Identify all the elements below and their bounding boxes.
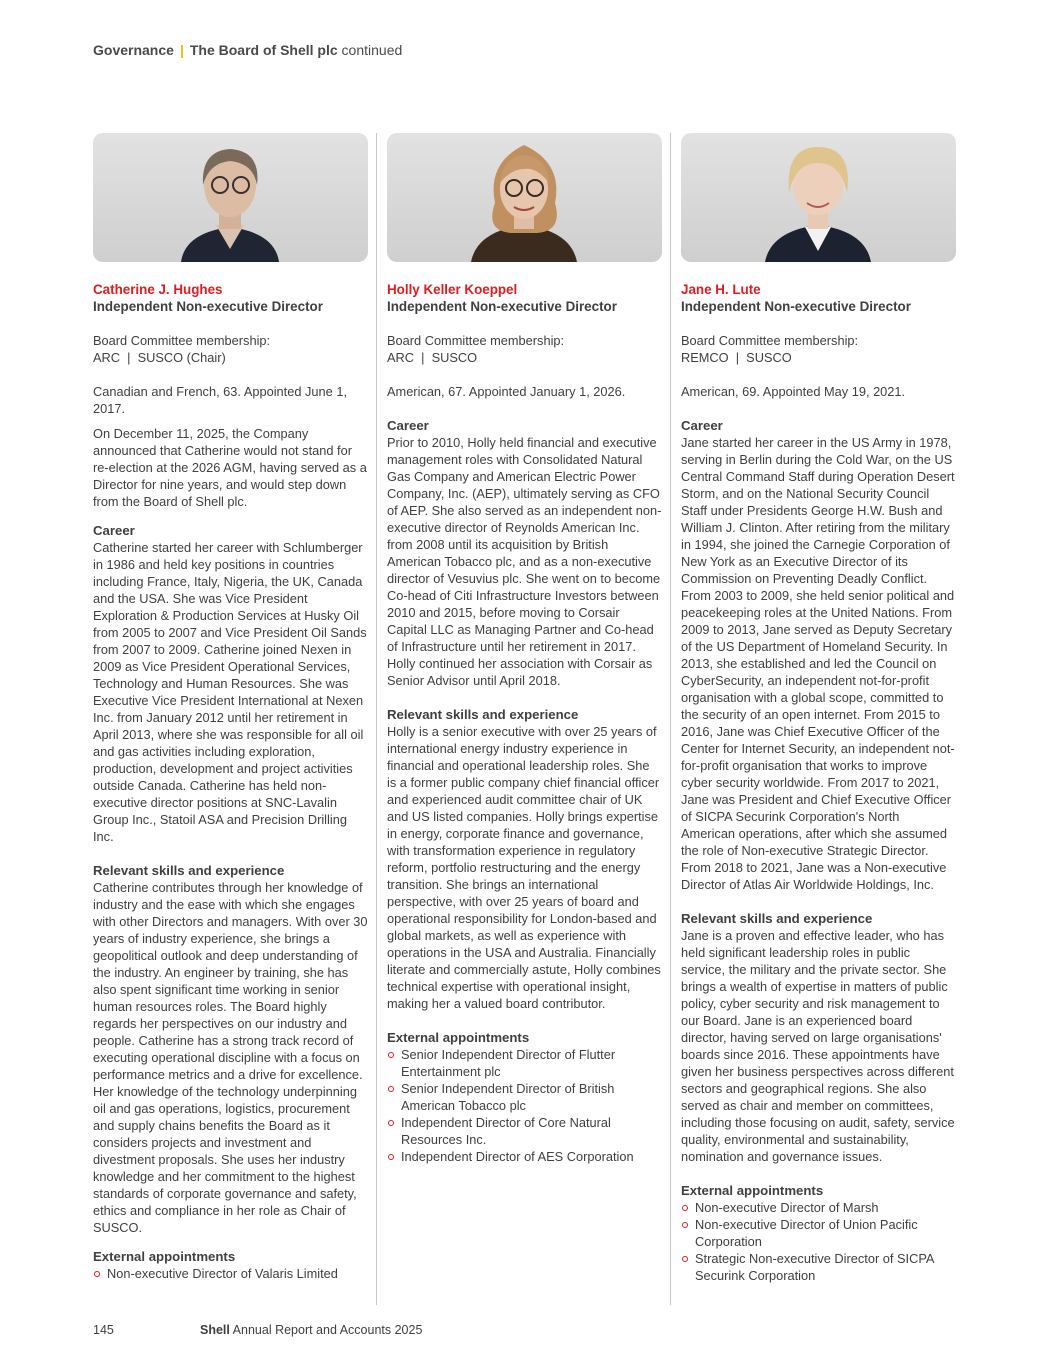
external-heading: External appointments xyxy=(681,1183,824,1198)
career-heading: Career xyxy=(681,418,723,433)
announcement-note: On December 11, 2025, the Company announced that Catherine would not stand for re-election at the 2026 AGM, having served as a Director for nine years, and would step down from the Board of Shell plc. xyxy=(93,426,367,509)
external-appointments-list xyxy=(681,1199,956,1284)
page-footer xyxy=(93,1323,422,1337)
career-heading: Career xyxy=(387,418,429,433)
page-title: The Board of Shell plc xyxy=(189,42,338,58)
director-role: Independent Non-executive Director xyxy=(681,299,911,314)
director-portrait xyxy=(387,133,662,262)
list-item: Senior Independent Director of British American Tobacco plc xyxy=(387,1080,662,1114)
career-text: Prior to 2010, Holly held financial and executive management roles with Consolidated Natural Gas Company and American Electric Power Company, Inc. (AEP), ultimately serving as CFO of AEP. She also served as an independent non-executive director of Reynolds American Inc. from 2008 until its acquisition by British American Tobacco plc, and as a non-executive director of Vesuvius plc. She went on to become Co-head of Citi Infrastructure Investors between 2010 and 2015, before moving to Corsair Capital LLC as Managing Partner and Co-head of Infrastructure until her retirement in 2017. Holly continued her association with Corsair as Senior Advisor until April 2018. xyxy=(387,435,662,688)
career-heading: Career xyxy=(93,523,135,538)
director-profile xyxy=(93,133,368,1282)
list-item: Non-executive Director of Union Pacific Corporation xyxy=(681,1216,956,1250)
external-heading: External appointments xyxy=(93,1249,236,1264)
director-profile xyxy=(681,133,956,1284)
director-portrait xyxy=(681,133,956,262)
external-appointments-list xyxy=(93,1265,368,1282)
column-divider xyxy=(376,133,377,1305)
committee-list: ARC | SUSCO xyxy=(387,350,478,365)
external-heading: External appointments xyxy=(387,1030,530,1045)
continued-label: continued xyxy=(341,42,403,58)
page-number: 145 xyxy=(93,1323,114,1337)
skills-heading: Relevant skills and experience xyxy=(681,911,873,926)
external-appointments-list xyxy=(387,1046,662,1165)
career-text: Jane started her career in the US Army in 1978, serving in Berlin during the Cold War, on the US Central Command Staff during Operation Desert Storm, and on the National Security Council Staff under Presidents George H.W. Bush and William J. Clinton. After retiring from the military in 1994, she joined the Carnegie Corporation of New York as an Executive Director of its Commission on Preventing Deadly Conflict. From 2003 to 2009, she held senior political and peacekeeping roles at the United Nations. From 2009 to 2013, Jane served as Deputy Secretary of the US Department of Homeland Security. In 2013, she established and led the Council on CyberSecurity, an independent not-for-profit organisation with a global scope, committed to the security of an open internet. From 2015 to 2016, Jane was Chief Executive Officer of the Center for Internet Security, an independent not-for-profit organisation that works to improve cyber security worldwide. From 2017 to 2021, Jane was President and Chief Executive Officer of SICPA Securink Corporation's North American operations, after which she assumed the role of Non-executive Strategic Director. From 2018 to 2021, Jane was a Non-executive Director of Atlas Air Worldwide Holdings, Inc. xyxy=(681,435,955,892)
director-profile xyxy=(387,133,662,1165)
committee-list: ARC | SUSCO (Chair) xyxy=(93,350,226,365)
director-portrait xyxy=(93,133,368,262)
appointment-info: American, 67. Appointed January 1, 2026. xyxy=(387,384,626,399)
skills-text: Catherine contributes through her knowledge of industry and the ease with which she engages with other Directors and managers. With over 30 years of industry experience, she brings a geopolitical outlook and deep understanding of the industry. An engineer by training, she has also spent significant time working in senior human resources roles. The Board highly regards her perspectives on our industry and people. Catherine has a strong track record of executing operational discipline with a focus on performance metrics and a drive for excellence. Her knowledge of the technology underpinning oil and gas operations, logistics, procurement and supply chains benefits the Board as it considers projects and investment and divestment proposals. She uses her industry knowledge and her commitment to the highest standards of corporate governance and safety, ethics and compliance in her role as Chair of SUSCO. xyxy=(93,880,368,1235)
committee-list: REMCO | SUSCO xyxy=(681,350,792,365)
list-item: Senior Independent Director of Flutter Entertainment plc xyxy=(387,1046,662,1080)
portrait-illustration xyxy=(387,133,662,262)
list-item: Non-executive Director of Valaris Limited xyxy=(93,1265,368,1282)
career-text: Catherine started her career with Schlumberger in 1986 and held key positions in countries including France, Italy, Nigeria, the UK, Canada and the USA. She was Vice President Exploration & Production Services at Husky Oil from 2005 to 2007 and Vice President Oil Sands from 2007 to 2009. Catherine joined Nexen in 2009 as Vice President Operational Services, Technology and Human Resources. She was Executive Vice President International at Nexen Inc. from January 2012 until her retirement in April 2013, where she was responsible for all oil and gas activities including exploration, production, development and project activities outside Canada. Catherine has held non-executive director positions at SNC-Lavalin Group Inc., Statoil ASA and Precision Drilling Inc. xyxy=(93,540,367,844)
appointment-info: American, 69. Appointed May 19, 2021. xyxy=(681,384,906,399)
portrait-illustration xyxy=(681,133,956,262)
committee-label: Board Committee membership: xyxy=(681,333,859,348)
director-role: Independent Non-executive Director xyxy=(93,299,323,314)
director-name: Catherine J. Hughes xyxy=(93,282,223,297)
list-item: Independent Director of Core Natural Resources Inc. xyxy=(387,1114,662,1148)
list-item: Independent Director of AES Corporation xyxy=(387,1148,662,1165)
committee-label: Board Committee membership: xyxy=(93,333,271,348)
appointment-info: Canadian and French, 63. Appointed June 1, 2017. xyxy=(93,384,347,416)
skills-heading: Relevant skills and experience xyxy=(93,863,285,878)
column-divider xyxy=(670,133,671,1305)
section-label: Governance xyxy=(93,42,174,58)
list-item: Strategic Non-executive Director of SICPA Securink Corporation xyxy=(681,1250,956,1284)
portrait-illustration xyxy=(93,133,368,262)
committee-label: Board Committee membership: xyxy=(387,333,565,348)
director-name: Holly Keller Koeppel xyxy=(387,282,518,297)
skills-text: Jane is a proven and effective leader, who has held significant leadership roles in public service, the military and the private sector. She brings a wealth of expertise in matters of public policy, cyber security and risk management to our Board. Jane is an experienced board director, having served on large organisations' boards since 2016. These appointments have given her business perspectives across different sectors and geographical regions. She also served as chair and member on committees, including those focusing on audit, safety, service quality, environmental and sustainability, nomination and governance issues. xyxy=(681,928,955,1164)
director-role: Independent Non-executive Director xyxy=(387,299,617,314)
brand-name: Shell xyxy=(200,1323,230,1337)
page-header xyxy=(93,42,402,58)
skills-text: Holly is a senior executive with over 25 years of international energy industry experience in financial and operational leadership roles. She is a former public company chief financial officer and experienced audit committee chair of UK and US listed companies. Holly brings expertise in energy, corporate finance and governance, with transformation experience in regulatory reform, portfolio restructuring and the energy transition. She brings an international perspective, with over 25 years of board and operational responsibility for London-based and global markets, as well as experience with operations in the USA and Australia. Financially literate and commercially astute, Holly combines technical expertise with operational insight, making her a valued board contributor. xyxy=(387,724,661,1011)
director-name: Jane H. Lute xyxy=(681,282,761,297)
report-title: Annual Report and Accounts 2025 xyxy=(232,1323,423,1337)
list-item: Non-executive Director of Marsh xyxy=(681,1199,956,1216)
skills-heading: Relevant skills and experience xyxy=(387,707,579,722)
header-divider: | xyxy=(179,42,184,58)
